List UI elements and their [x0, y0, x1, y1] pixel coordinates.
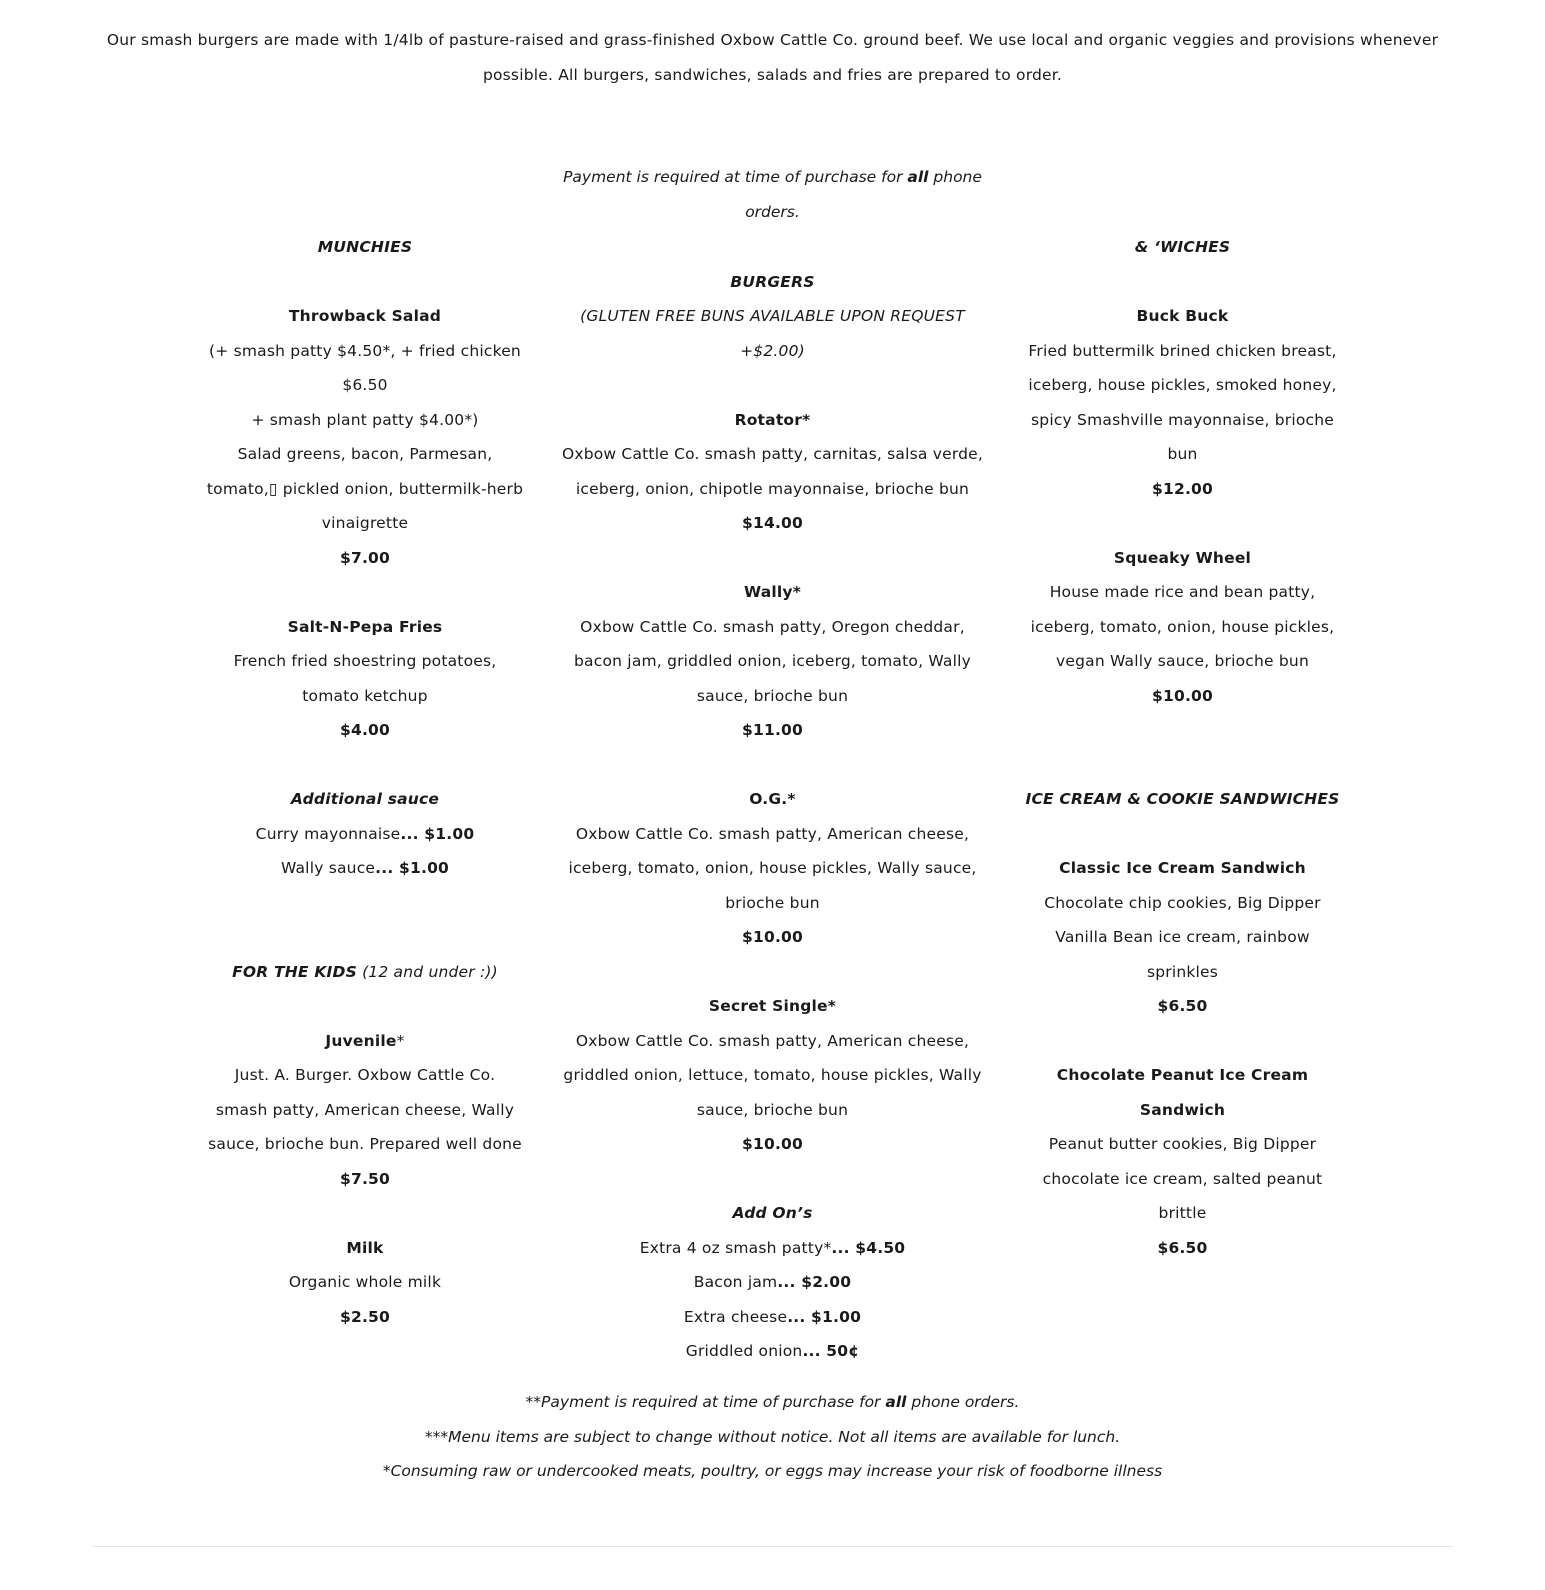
item-description: spicy Smashville mayonnaise, brioche [1031, 410, 1334, 429]
item-description: iceberg, house pickles, smoked honey, [1028, 376, 1337, 394]
item-description: iceberg, onion, chipotle mayonnaise, brioche bun [575, 479, 970, 498]
sauce-name: Wally sauce [280, 859, 376, 877]
add-on-item [560, 1300, 985, 1335]
item-description: Peanut butter cookies, Big Dipper [1048, 1135, 1317, 1153]
intro-line: possible. All burgers, sandwiches, salads and fries are prepared to order. [482, 65, 1063, 84]
menu-item-secret-single [560, 989, 985, 1162]
item-price: $6.50 [1157, 997, 1208, 1015]
bottom-divider [93, 1546, 1453, 1547]
item-description: bun [1167, 445, 1198, 463]
menu-item-classic-ice-cream-sandwich [1015, 851, 1350, 1024]
item-price: $14.00 [741, 514, 803, 532]
add-ons-section [560, 1196, 985, 1369]
item-name: Buck Buck [1136, 307, 1229, 325]
item-description: Vanilla Bean ice cream, rainbow [1055, 928, 1310, 946]
item-option: + smash plant patty $4.00*) [251, 410, 479, 429]
item-description: brittle [1158, 1204, 1207, 1222]
add-on-price: ... $4.50 [831, 1238, 906, 1257]
item-name: Rotator* [734, 410, 811, 429]
menu-item-salt-n-pepa-fries [200, 610, 530, 748]
menu-item-milk [200, 1231, 530, 1335]
notice-text: Payment is required at time of purchase for [563, 168, 908, 186]
item-name: Chocolate Peanut Ice Cream [1056, 1066, 1309, 1084]
item-name-star: * [396, 1031, 405, 1050]
item-description: iceberg, tomato, onion, house pickles, [1030, 617, 1335, 636]
ice-cream-section [1015, 782, 1350, 1265]
add-on-star: * [823, 1238, 832, 1257]
menu-item-og [560, 782, 985, 955]
item-description: Chocolate chip cookies, Big Dipper [1044, 893, 1321, 912]
notice-line [545, 160, 1000, 195]
kids-heading: FOR THE KIDS [232, 962, 357, 981]
item-description: tomato,▯ pickled onion, buttermilk-herb [206, 479, 524, 498]
item-description: smash patty, American cheese, Wally [215, 1100, 515, 1119]
item-price: $11.00 [741, 721, 803, 739]
item-name: Throwback Salad [288, 307, 442, 325]
burgers-column [560, 265, 985, 1369]
footer-notes [100, 1385, 1445, 1489]
section-heading-kids [200, 955, 530, 990]
item-description: tomato ketchup [302, 686, 428, 705]
add-on-price: ... $2.00 [777, 1273, 852, 1291]
add-on-item [560, 1265, 985, 1300]
section-heading-sauce: Additional sauce [290, 790, 440, 808]
intro-line: Our smash burgers are made with 1/4lb of pasture-raised and grass-finished Oxbow Cattle Co. ground beef. We use local and organic veggies and provisions whenever [106, 31, 1439, 49]
item-name-text: Juvenile [325, 1031, 397, 1050]
menu-item-buck-buck [1015, 299, 1350, 506]
item-price: $4.00 [339, 721, 391, 739]
sauce-price: ... $1.00 [400, 824, 475, 843]
additional-sauce-section [200, 782, 530, 886]
notice-line: orders. [745, 202, 800, 221]
footer-line: ***Menu items are subject to change without notice. Not all items are available for lunch. [424, 1427, 1121, 1446]
gluten-free-note: +$2.00) [740, 341, 805, 360]
item-description: sauce, brioche bun. Prepared well done [208, 1135, 522, 1153]
sauce-name: Curry mayonnaise [255, 824, 401, 843]
menu-item-juvenile [200, 1024, 530, 1197]
item-name: Classic Ice Cream Sandwich [1059, 859, 1306, 877]
menu-item-squeaky-wheel [1015, 541, 1350, 714]
gluten-free-note: (GLUTEN FREE BUNS AVAILABLE UPON REQUEST [580, 307, 965, 325]
item-description: vegan Wally sauce, brioche bun [1056, 652, 1309, 670]
item-description: Just. A. Burger. Oxbow Cattle Co. [234, 1066, 496, 1084]
item-description: sauce, brioche bun [696, 1100, 849, 1119]
item-price: $2.50 [339, 1307, 391, 1326]
item-description: brioche bun [725, 893, 820, 912]
intro-text [100, 23, 1445, 92]
footer-line [100, 1385, 1445, 1420]
menu-item-rotator [560, 403, 985, 541]
item-description: French fried shoestring potatoes, [233, 652, 497, 670]
kids-section [200, 955, 530, 1335]
item-price: $10.00 [741, 1135, 803, 1153]
payment-notice [545, 160, 1000, 229]
menu-item-chocolate-peanut-ice-cream-sandwich [1015, 1058, 1350, 1265]
wiches-column [1015, 230, 1350, 1265]
item-description: sprinkles [1146, 962, 1219, 981]
footer-text: **Payment is required at time of purchase for [525, 1393, 886, 1411]
add-on-name: Griddled onion [685, 1342, 803, 1360]
section-heading-ice-cream: ICE CREAM & COOKIE SANDWICHES [1025, 790, 1340, 808]
sauce-price: ... $1.00 [375, 859, 450, 877]
item-name: Secret Single* [708, 997, 837, 1015]
item-name: Salt-N-Pepa Fries [287, 617, 443, 636]
menu-item-throwback-salad [200, 299, 530, 575]
add-on-item [560, 1231, 985, 1266]
item-description: Fried buttermilk brined chicken breast, [1028, 341, 1337, 360]
sauce-item [200, 817, 530, 852]
notice-emphasis: all [907, 168, 929, 186]
section-heading-add-ons: Add On’s [732, 1204, 813, 1222]
item-description: Oxbow Cattle Co. smash patty, American cheese, [575, 1031, 970, 1050]
section-heading-munchies: MUNCHIES [317, 238, 413, 256]
item-price: $10.00 [741, 928, 803, 946]
item-description: iceberg, tomato, onion, house pickles, Wally sauce, [568, 859, 977, 877]
item-description: Organic whole milk [288, 1273, 442, 1291]
item-name: Sandwich [1139, 1100, 1226, 1119]
munchies-column [200, 230, 530, 1334]
sauce-item [200, 851, 530, 886]
section-heading-burgers: BURGERS [730, 272, 815, 291]
footer-text: phone orders. [906, 1393, 1020, 1411]
menu-item-wally [560, 575, 985, 748]
item-option: $6.50 [342, 376, 388, 394]
add-on-item [560, 1334, 985, 1369]
section-heading-wiches: & ‘WICHES [1134, 238, 1231, 256]
footer-emphasis: all [885, 1393, 907, 1411]
add-on-name: Extra cheese [683, 1307, 788, 1326]
item-description: bacon jam, griddled onion, iceberg, tomato, Wally [574, 652, 971, 670]
item-description: griddled onion, lettuce, tomato, house pickles, Wally [563, 1066, 982, 1084]
item-description: House made rice and bean patty, [1049, 583, 1316, 601]
item-description: Salad greens, bacon, Parmesan, [237, 445, 493, 463]
item-name: Milk [346, 1238, 384, 1257]
add-on-name: Bacon jam [693, 1273, 778, 1291]
item-price: $10.00 [1151, 686, 1213, 705]
add-on-name: Extra 4 oz smash patty [639, 1238, 824, 1257]
item-price: $12.00 [1151, 479, 1213, 498]
notice-text: phone [928, 168, 982, 186]
item-price: $7.50 [339, 1169, 391, 1188]
item-price: $7.00 [339, 548, 391, 567]
item-description: Oxbow Cattle Co. smash patty, carnitas, salsa verde, [561, 445, 984, 463]
add-on-price: ... 50¢ [802, 1342, 860, 1360]
kids-note: (12 and under :)) [356, 962, 498, 981]
item-description: Oxbow Cattle Co. smash patty, Oregon cheddar, [580, 617, 965, 636]
item-description: vinaigrette [321, 514, 409, 532]
item-name: O.G.* [749, 790, 796, 808]
item-price: $6.50 [1157, 1238, 1208, 1257]
item-name [200, 1024, 530, 1059]
add-on-price: ... $1.00 [787, 1307, 862, 1326]
item-description: sauce, brioche bun [696, 686, 849, 705]
footer-line: *Consuming raw or undercooked meats, poultry, or eggs may increase your risk of foodborne illness [382, 1462, 1163, 1480]
item-description: chocolate ice cream, salted peanut [1042, 1169, 1323, 1188]
item-name: Squeaky Wheel [1113, 548, 1252, 567]
item-option: (+ smash patty $4.50*, + fried chicken [209, 341, 521, 360]
item-name: Wally* [743, 583, 802, 601]
item-description: Oxbow Cattle Co. smash patty, American cheese, [575, 824, 970, 843]
